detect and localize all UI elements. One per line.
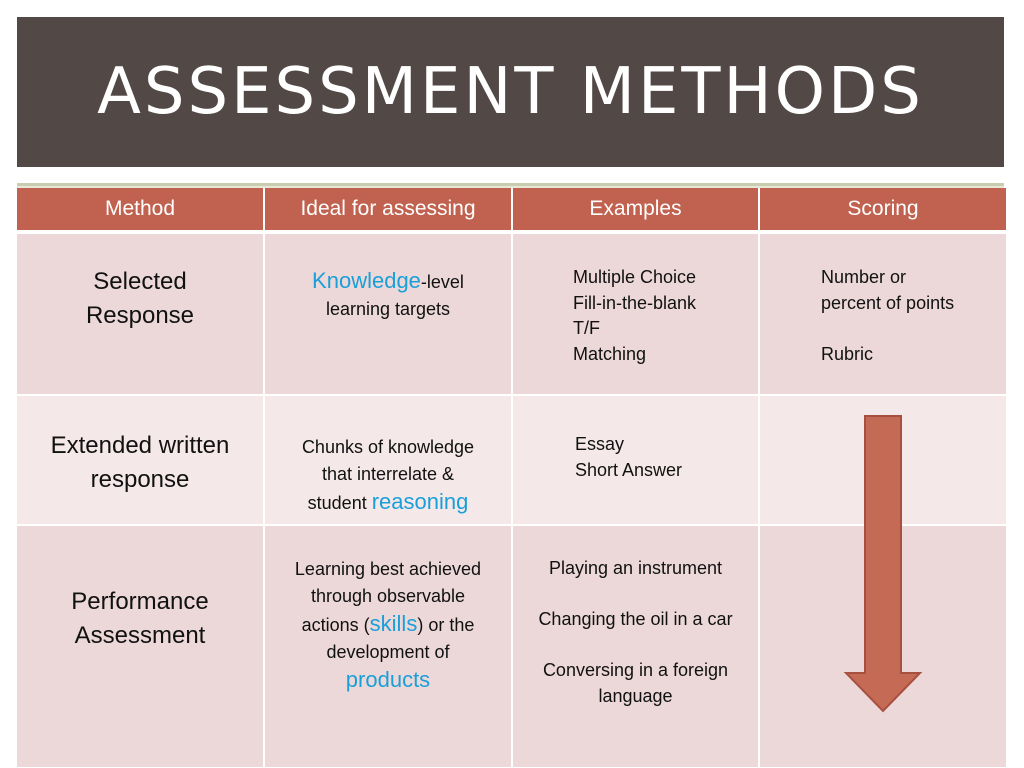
method-line: response	[90, 466, 190, 493]
method-cell	[17, 395, 264, 525]
ideal-text: that interrelate &	[321, 464, 455, 484]
ideal-text: -level	[420, 272, 464, 292]
scoring-text: percent of points	[821, 292, 955, 313]
ideal-text: development of	[326, 642, 450, 662]
ideal-cell	[264, 232, 512, 395]
header-ideal: Ideal for assessing	[264, 188, 512, 232]
method-line: Assessment	[74, 622, 206, 649]
example-item: language	[598, 685, 673, 706]
ideal-text: ) or the	[417, 615, 475, 635]
example-item: Fill-in-the-blank	[573, 292, 697, 313]
examples-cell	[512, 232, 759, 395]
ideal-text: student	[307, 493, 372, 513]
header-scoring: Scoring	[759, 188, 1007, 232]
example-item: Playing an instrument	[548, 558, 723, 578]
example-item: Essay	[575, 434, 625, 454]
method-line: Selected	[93, 268, 187, 295]
highlight-term: products	[345, 667, 431, 692]
ideal-text: Chunks of knowledge	[301, 437, 475, 457]
ideal-cell	[264, 525, 512, 767]
examples-cell	[512, 525, 759, 767]
ideal-text: through observable	[310, 586, 466, 606]
scoring-cell	[759, 232, 1007, 395]
examples-cell	[512, 395, 759, 525]
scoring-text: Number or	[821, 267, 907, 287]
ideal-text: actions (	[301, 615, 370, 635]
ideal-text: Learning best achieved	[294, 559, 482, 579]
header-method: Method	[17, 188, 264, 232]
method-line: Performance	[71, 588, 209, 615]
example-item: Changing the oil in a car	[538, 609, 733, 629]
highlight-term: Knowledge	[312, 268, 421, 293]
example-item: Matching	[573, 343, 647, 364]
table-row	[17, 232, 1007, 395]
highlight-term: reasoning	[371, 489, 469, 514]
ideal-text: learning targets	[325, 299, 451, 319]
example-item: Short Answer	[575, 459, 683, 480]
header-row	[17, 188, 1007, 232]
method-cell	[17, 525, 264, 767]
highlight-term: skills	[369, 611, 418, 636]
example-item: Conversing in a foreign	[542, 660, 729, 680]
scoring-text: Rubric	[821, 343, 874, 364]
example-item: T/F	[573, 318, 600, 338]
example-item: Multiple Choice	[573, 267, 697, 287]
ideal-cell	[264, 395, 512, 525]
method-cell	[17, 232, 264, 395]
down-arrow-icon	[843, 415, 923, 713]
slide-title: ASSESSMENT METHODS	[97, 55, 924, 129]
method-line: Extended written	[50, 432, 230, 459]
header-examples: Examples	[512, 188, 759, 232]
title-bar	[17, 17, 1004, 167]
method-line: Response	[85, 302, 195, 329]
